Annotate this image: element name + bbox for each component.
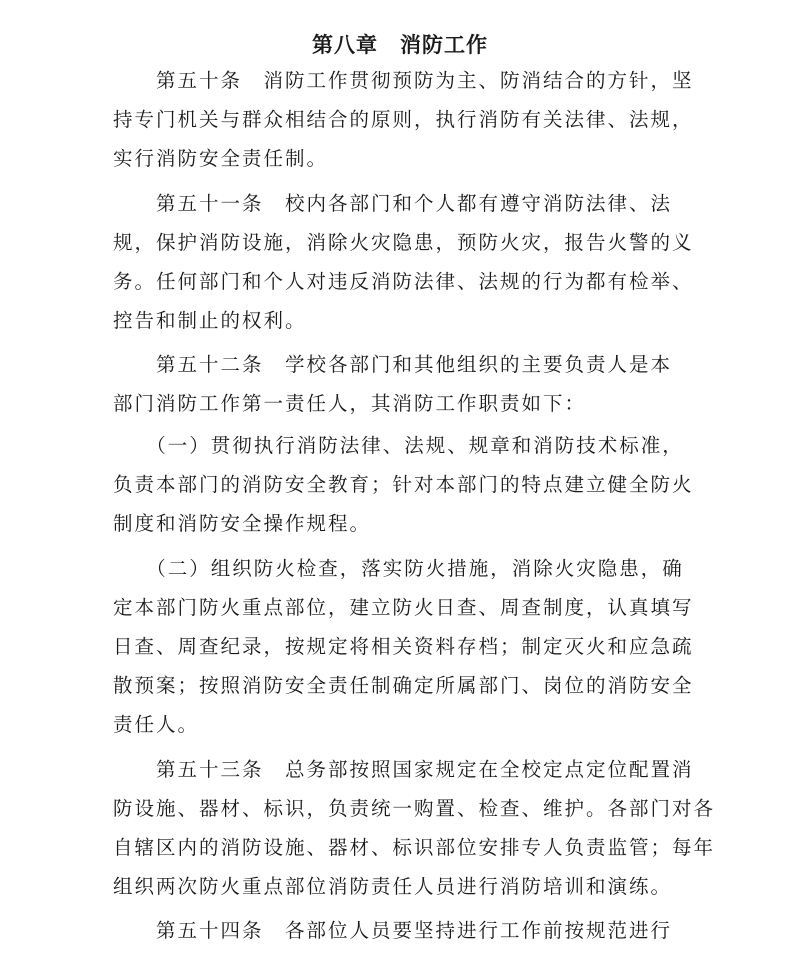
text-line: 自辖区内的消防设施、器材、标识部位安排专人负责监管；每年: [113, 836, 716, 859]
text-line: 第五十一条 校内各部门和个人都有遵守消防法律、法: [113, 192, 673, 215]
text-line: 控告和制止的权利。: [113, 309, 307, 332]
text-line: 务。任何部门和个人对违反消防法律、法规的行为都有检举、: [113, 270, 694, 293]
text-line: 组织两次防火重点部位消防责任人员进行消防培训和演练。: [113, 875, 673, 898]
text-line: 制度和消防安全操作规程。: [113, 512, 372, 535]
text-line: 持专门机关与群众相结合的原则，执行消防有关法律、法规，: [113, 108, 694, 131]
text-line: 实行消防安全责任制。: [113, 147, 329, 170]
text-line: 规，保护消防设施，消除火灾隐患，预防火灾，报告火警的义: [113, 231, 694, 254]
chapter-title: 第八章 消防工作: [312, 33, 488, 57]
text-line: 散预案；按照消防安全责任制确定所属部门、岗位的消防安全: [113, 674, 694, 697]
text-line: 日查、周查纪录，按规定将相关资料存档；制定灭火和应急疏: [113, 635, 694, 658]
text-line: （一）贯彻执行消防法律、法规、规章和消防技术标准，: [113, 434, 684, 457]
text-line: 防设施、器材、标识，负责统一购置、检查、维护。各部门对各: [113, 797, 716, 820]
text-line: 第五十三条 总务部按照国家规定在全校定点定位配置消: [113, 758, 694, 781]
text-line: 第五十二条 学校各部门和其他组织的主要负责人是本: [113, 353, 673, 376]
text-line: 负责本部门的消防安全教育；针对本部门的特点建立健全防火: [113, 473, 694, 496]
text-line: 定本部门防火重点部位，建立防火日查、周查制度，认真填写: [113, 596, 694, 619]
text-line: 部门消防工作第一责任人，其消防工作职责如下：: [113, 392, 587, 415]
text-line: （二）组织防火检查，落实防火措施，消除火灾隐患，确: [113, 557, 684, 580]
text-line: 第五十条 消防工作贯彻预防为主、防消结合的方针，坚: [113, 69, 694, 92]
text-line: 第五十四条 各部位人员要坚持进行工作前按规范进行: [113, 919, 673, 942]
text-line: 责任人。: [113, 713, 200, 736]
